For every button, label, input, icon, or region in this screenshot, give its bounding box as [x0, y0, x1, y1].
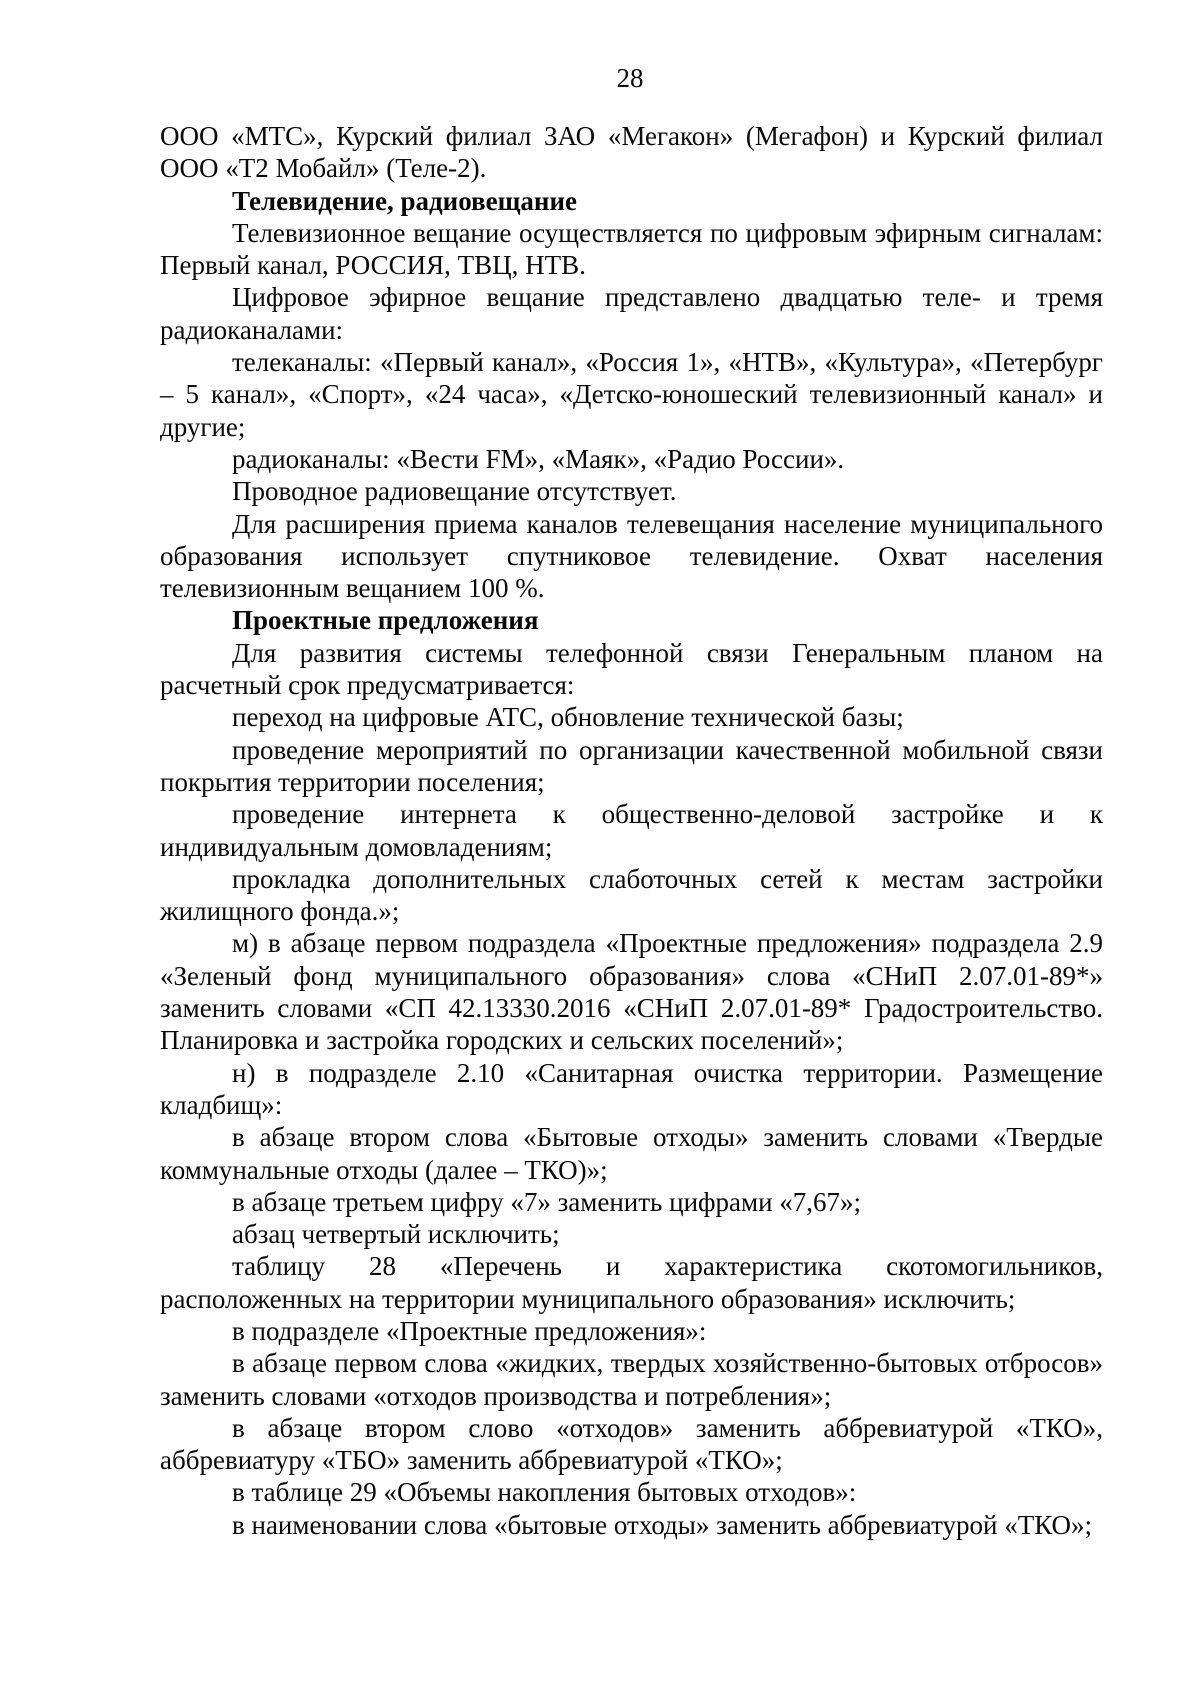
paragraph: проведение интернета к общественно-деловой застройке и к индивидуальным домовладениям;: [160, 799, 1103, 862]
paragraph: проведение мероприятий по организации качественной мобильной связи покрытия территории поселения;: [160, 734, 1103, 797]
paragraph: в абзаце втором слова «Бытовые отходы» заменить словами «Твердые коммунальные отходы (далее – ТКО)»;: [160, 1122, 1103, 1185]
section-heading-proposals: Проектные предложения: [232, 605, 539, 636]
paragraph: радиоканалы: «Вести FM», «Маяк», «Радио России».: [232, 443, 845, 474]
paragraph: Для расширения приема каналов телевещания население муниципального образования использует спутниковое телевидение. Охват населения телевизионным вещанием 100 %.: [160, 508, 1103, 604]
paragraph: абзац четвертый исключить;: [232, 1219, 560, 1250]
paragraph: Проводное радиовещание отсутствует.: [232, 476, 677, 507]
paragraph: н) в подразделе 2.10 «Санитарная очистка территории. Размещение кладбищ»:: [160, 1057, 1103, 1120]
section-heading-tv-radio: Телевидение, радиовещание: [232, 185, 577, 216]
paragraph: Телевизионное вещание осуществляется по цифровым эфирным сигналам: Первый канал, РОССИЯ, ТВЦ, НТВ.: [160, 217, 1103, 281]
page-number: 28: [616, 63, 644, 93]
paragraph: таблицу 28 «Перечень и характеристика скотомогильников, расположенных на территории муниципального образования» исключить;: [160, 1251, 1103, 1314]
paragraph: переход на цифровые АТС, обновление технической базы;: [232, 702, 904, 733]
paragraph: в наименовании слова «бытовые отходы» заменить аббревиатурой «ТКО»;: [232, 1509, 1093, 1540]
paragraph: м) в абзаце первом подраздела «Проектные предложения» подраздела 2.9 «Зеленый фонд муниципального образования» слова «СНиП 2.07.01-89*» заменить словами «СП 42.13330.2016 «СНиП 2.07.01-89* Градостроительство. Планировка и застройка городских и сельских поселений»;: [160, 928, 1103, 1056]
paragraph: в абзаце первом слова «жидких, твердых хозяйственно-бытовых отбросов» заменить словами «отходов производства и потребления»;: [160, 1348, 1103, 1411]
paragraph-continuation: ООО «МТС», Курский филиал ЗАО «Мегакон» (Мегафон) и Курский филиал ООО «Т2 Мобайл» (Теле-2).: [160, 121, 1103, 184]
paragraph: в таблице 29 «Объемы накопления бытовых отходов»:: [232, 1477, 857, 1508]
paragraph: в подразделе «Проектные предложения»:: [232, 1315, 707, 1346]
paragraph: в абзаце третьем цифру «7» заменить цифрами «7,67»;: [232, 1186, 862, 1217]
paragraph: Для развития системы телефонной связи Генеральным планом на расчетный срок предусматривается:: [160, 637, 1103, 701]
document-body: [160, 120, 1103, 1541]
paragraph: прокладка дополнительных слаботочных сетей к местам застройки жилищного фонда.»;: [160, 863, 1103, 927]
paragraph: телеканалы: «Первый канал», «Россия 1», «НТВ», «Культура», «Петербург – 5 канал», «Спорт», «24 часа», «Детско-юношеский телевизионный канал» и другие;: [160, 347, 1103, 442]
paragraph: в абзаце втором слово «отходов» заменить аббревиатурой «ТКО», аббревиатуру «ТБО» заменить аббревиатурой «ТКО»;: [160, 1412, 1103, 1476]
paragraph: Цифровое эфирное вещание представлено двадцатью теле- и тремя радиоканалами:: [160, 282, 1103, 345]
